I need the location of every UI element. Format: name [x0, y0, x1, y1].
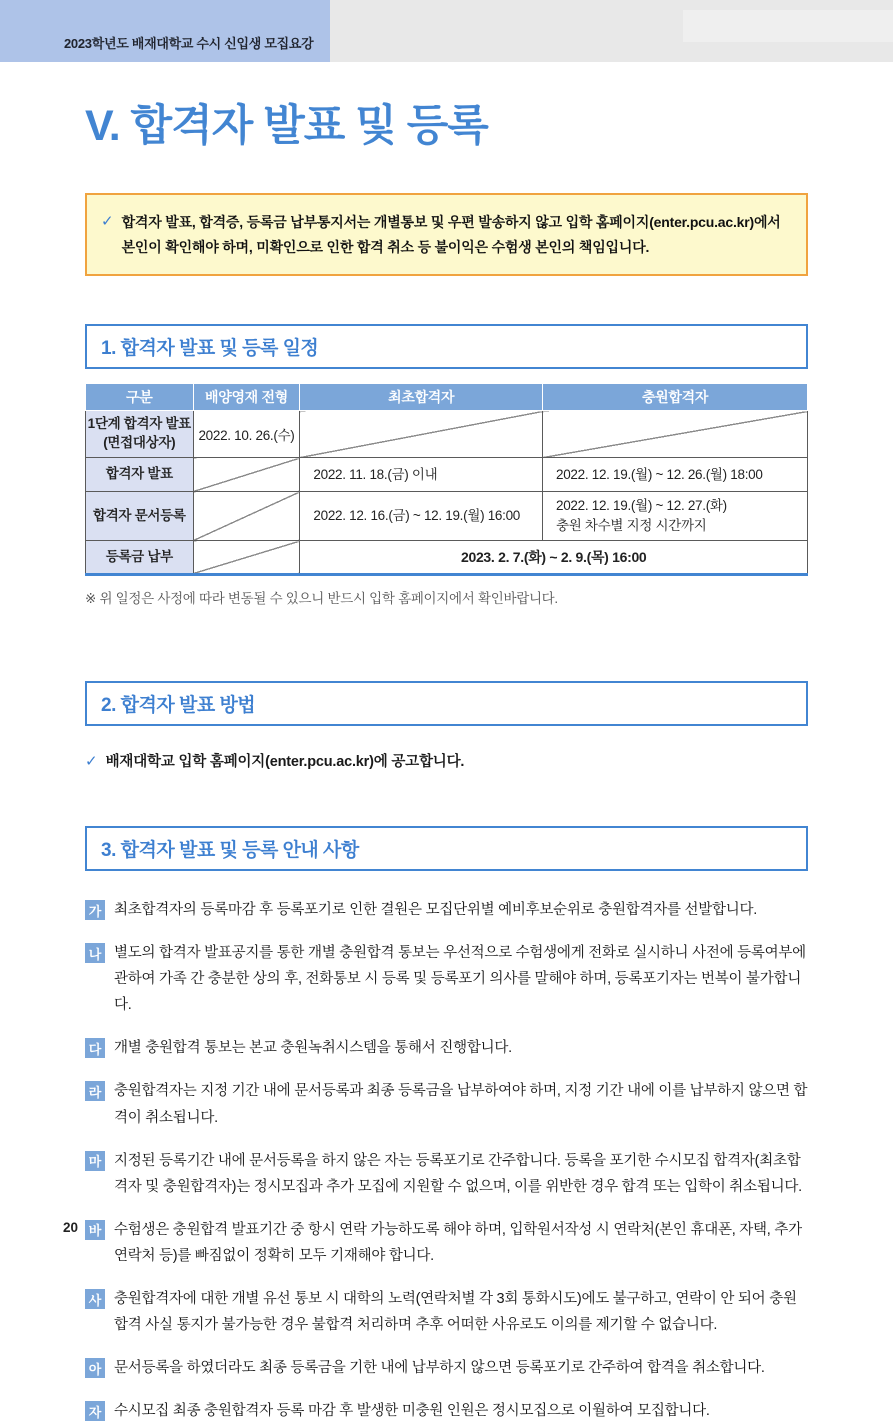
guide-item-label-badge: 나 — [85, 943, 105, 963]
guide-item-text: 별도의 합격자 발표공지를 통한 개별 충원합격 통보는 우선적으로 수험생에게 전화로 실시하니 사전에 등록여부에 관하여 가족 간 충분한 상의 후, 전화통보 시 등록 및 등록포기 의사를 말해야 하며, 등록포기자는 번복이 불가합니다. — [114, 945, 806, 1014]
cell-document-additional-line2: 충원 차수별 지정 시간까지 — [556, 518, 707, 533]
notice-box — [85, 193, 808, 276]
guide-item-text: 최초합격자의 등록마감 후 등록포기로 인한 결원은 모집단위별 예비후보순위로 충원합격자를 선발합니다. — [114, 902, 758, 918]
cell-document-initial: 2022. 12. 16.(금) ~ 12. 19.(월) 16:00 — [300, 492, 543, 541]
cell-stage1-initial-na — [300, 411, 543, 458]
row-header-tuition-payment: 등록금 납부 — [86, 541, 194, 575]
page-content — [85, 92, 808, 1424]
top-ribbon — [0, 0, 893, 62]
table-row-stage1 — [86, 411, 808, 458]
guide-item — [85, 1148, 808, 1200]
guide-item-label-badge: 자 — [85, 1401, 105, 1421]
section2-check-line — [85, 750, 808, 774]
guide-item-label-badge: 마 — [85, 1151, 105, 1171]
notice-text: 합격자 발표, 합격증, 등록금 납부통지서는 개별통보 및 우편 발송하지 않고 입학 홈페이지(enter.pcu.ac.kr)에서 본인이 확인해야 하며, 미확인으로 인한 합격 취소 등 불이익은 수험생 본인의 책임입니다. — [121, 214, 781, 255]
row-header-stage1-line1: 1단계 합격자 발표 — [87, 416, 191, 432]
table-row-tuition-payment — [86, 541, 808, 575]
guide-item — [85, 1286, 808, 1338]
check-icon: ✓ — [101, 213, 114, 230]
cell-tuition-special-na — [193, 541, 300, 575]
cell-stage1-special-date: 2022. 10. 26.(수) — [193, 411, 300, 458]
cell-announcement-initial: 2022. 11. 18.(금) 이내 — [300, 458, 543, 492]
section3-header: 3. 합격자 발표 및 등록 안내 사항 — [85, 826, 808, 871]
guide-item-text: 수험생은 충원합격 발표기간 중 항시 연락 가능하도록 해야 하며, 입학원서작성 시 연락처(본인 휴대폰, 자택, 추가 연락처 등)를 빠짐없이 정확히 모두 기재해야 합니다. — [114, 1221, 802, 1264]
ribbon-gray-patch — [683, 10, 893, 42]
guide-item — [85, 1078, 808, 1130]
cell-stage1-additional-na — [543, 411, 808, 458]
table-row-document-registration — [86, 492, 808, 541]
cell-document-additional — [543, 492, 808, 541]
guide-item-text: 수시모집 최종 충원합격자 등록 마감 후 발생한 미충원 인원은 정시모집으로 이월하여 모집합니다. — [114, 1403, 710, 1420]
guide-item-label-badge: 가 — [85, 900, 105, 920]
row-header-stage1 — [86, 411, 194, 458]
guide-item-text: 개별 충원합격 통보는 본교 충원녹취시스템을 통해서 진행합니다. — [114, 1040, 512, 1057]
guide-item-text: 충원합격자에 대한 개별 유선 통보 시 대학의 노력(연락처별 각 3회 통화시도)에도 불구하고, 연락이 안 되어 충원합격 사실 통지가 불가능한 경우 불합격 처리하며 추후 어떠한 사유로도 이의를 제기할 수 없습니다. — [114, 1291, 797, 1334]
guide-item-text: 충원합격자는 지정 기간 내에 문서등록과 최종 등록금을 납부하여야 하며, 지정 기간 내에 이를 납부하지 않으면 합격이 취소됩니다. — [114, 1083, 808, 1126]
page-title: V. 합격자 발표 및 등록 — [85, 102, 488, 150]
row-header-announcement: 합격자 발표 — [86, 458, 194, 492]
section2-header: 2. 합격자 발표 방법 — [85, 681, 808, 726]
guide-item — [85, 1035, 808, 1061]
guide-item-label-badge: 바 — [85, 1220, 105, 1240]
section1-header: 1. 합격자 발표 및 등록 일정 — [85, 324, 808, 369]
table-row-announcement — [86, 458, 808, 492]
row-header-stage1-line2: (면접대상자) — [103, 435, 176, 450]
guide-item — [85, 1217, 808, 1269]
guide-item-text: 문서등록을 하였더라도 최종 등록금을 기한 내에 납부하지 않으면 등록포기로 간주하여 합격을 취소합니다. — [114, 1360, 765, 1377]
ribbon-gray-band — [330, 0, 893, 62]
col-header-special-track: 배양영재 전형 — [193, 384, 300, 411]
guide-item-text: 지정된 등록기간 내에 문서등록을 하지 않은 자는 등록포기로 간주합니다. 등록을 포기한 수시모집 합격자(최초합격자 및 충원합격자)는 정시모집과 추가 모집에 지원할 수 없으며, 이를 위반한 경우 합격 또는 입학이 취소됩니다. — [114, 1152, 802, 1195]
cell-tuition-period: 2023. 2. 7.(화) ~ 2. 9.(목) 16:00 — [300, 541, 808, 575]
guide-item-label-badge: 다 — [85, 1038, 105, 1058]
col-header-additional-pass: 충원합격자 — [543, 384, 808, 411]
schedule-table — [85, 383, 808, 576]
table-header-row — [86, 384, 808, 411]
ribbon-blue-band — [0, 0, 330, 62]
guide-item-label-badge: 라 — [85, 1081, 105, 1101]
cell-announcement-additional: 2022. 12. 19.(월) ~ 12. 26.(월) 18:00 — [543, 458, 808, 492]
cell-document-additional-line1: 2022. 12. 19.(월) ~ 12. 27.(화) — [556, 498, 727, 514]
guide-list — [85, 897, 808, 1424]
table-note: ※ 위 일정은 사정에 따라 변동될 수 있으니 반드시 입학 홈페이지에서 확인바랍니다. — [85, 591, 558, 606]
guide-item — [85, 940, 808, 1018]
cell-announcement-special-na — [193, 458, 300, 492]
guide-item — [85, 1355, 808, 1381]
row-header-document-registration: 합격자 문서등록 — [86, 492, 194, 541]
cell-document-special-na — [193, 492, 300, 541]
page-number: 20 — [63, 1220, 79, 1235]
guide-item-label-badge: 아 — [85, 1358, 105, 1378]
guide-item — [85, 897, 808, 923]
check-icon: ✓ — [85, 753, 98, 770]
col-header-category: 구분 — [86, 384, 194, 411]
section2-text: 배재대학교 입학 홈페이지(enter.pcu.ac.kr)에 공고합니다. — [105, 754, 465, 770]
guide-item — [85, 1398, 808, 1424]
col-header-initial-pass: 최초합격자 — [300, 384, 543, 411]
guide-item-label-badge: 사 — [85, 1289, 105, 1309]
ribbon-title: 2023학년도 배재대학교 수시 신입생 모집요강 — [64, 36, 314, 51]
